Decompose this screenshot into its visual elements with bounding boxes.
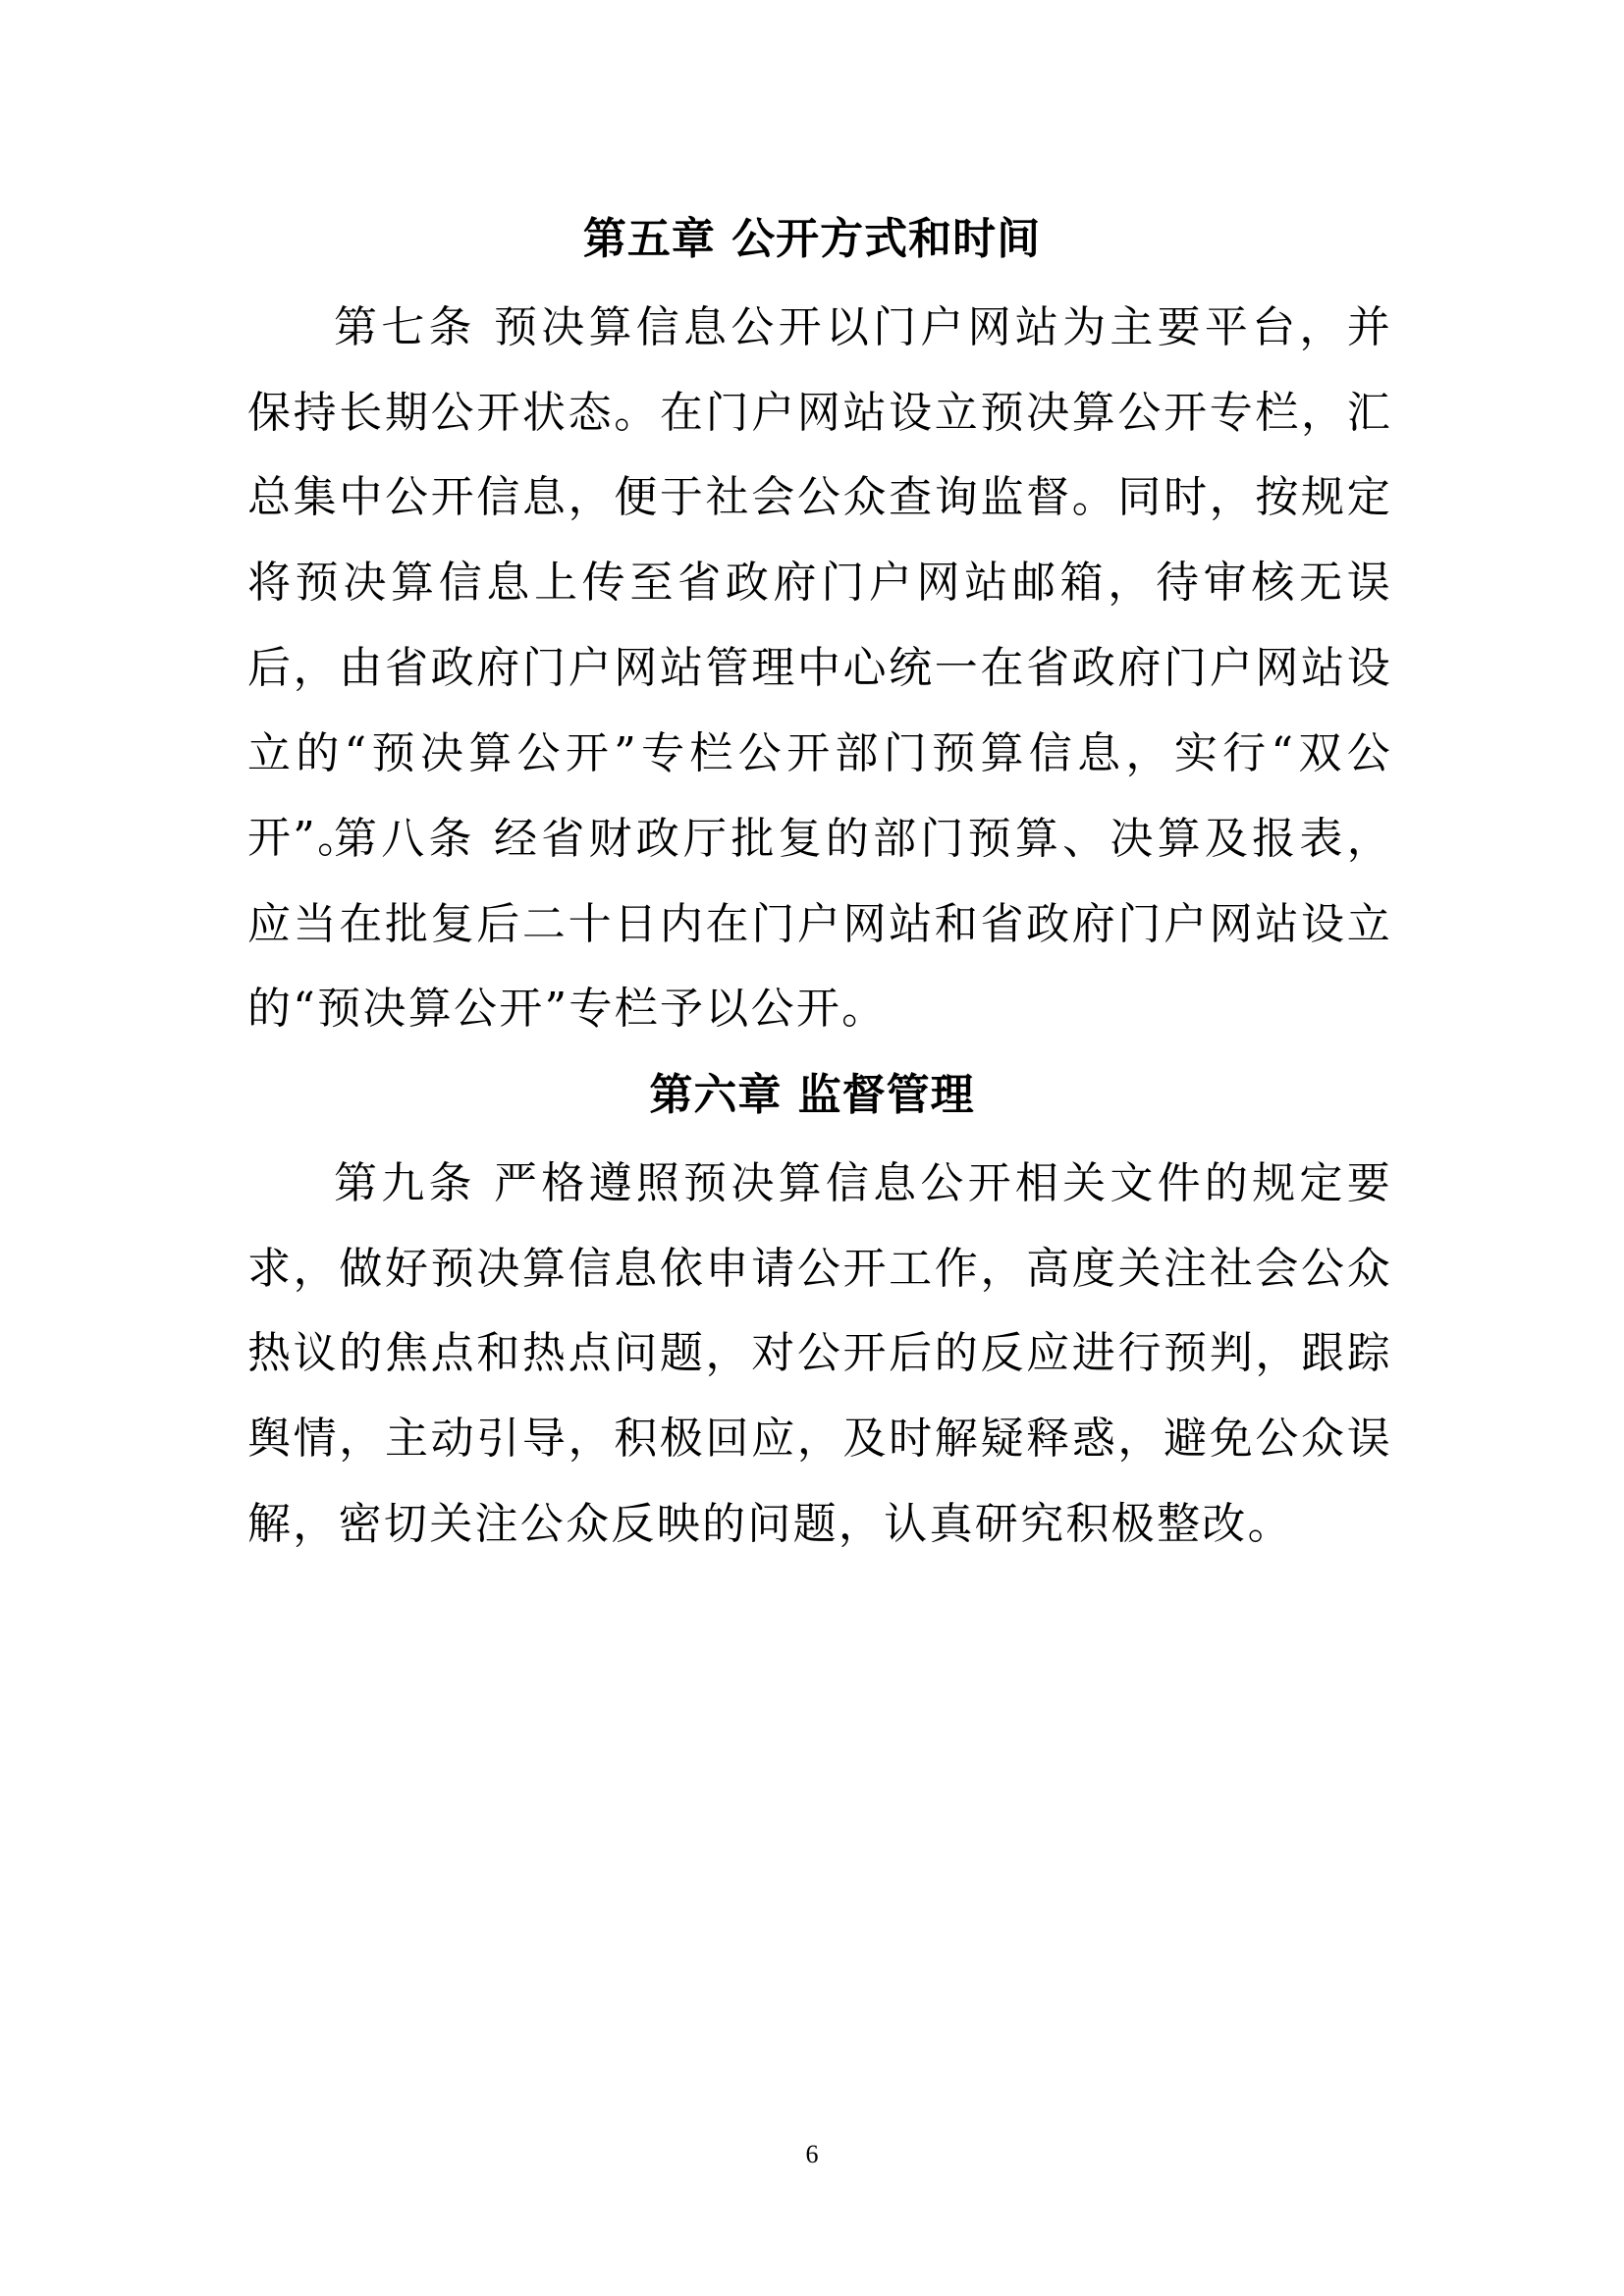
article-paragraph: 第九条 严格遵照预决算信息公开相关文件的规定要求，做好预决算信息依申请公开工作，高度关注社会公众热议的焦点和热点问题，对公开后的反应进行预判，跟踪舆情，主动引导，积极回应，及时解疑释惑，避免公众误解，密切关注公众反映的问题，认真研究积极整改。 [247,1158,1392,1549]
chapter-title: 第六章 监督管理 [649,1070,975,1120]
chapter-title: 第五章 公开方式和时间 [582,214,1042,264]
page-number: 6 [805,2140,819,2168]
article-paragraph: 第七条 预决算信息公开以门户网站为主要平台，并保持长期公开状态。在门户网站设立预决算公开专栏，汇总集中公开信息，便于社会公众查询监督。同时，按规定将预决算信息上传至省政府门户网站邮箱，待审核无误后，由省政府门户网站管理中心统一在省政府门户网站设立的“预决算公开”专栏公开部门预算信息，实行“双公开”。 [247,302,1392,864]
article-paragraph: 第八条 经省财政厅批复的部门预算、决算及报表，应当在批复后二十日内在门户网站和省政府门户网站设立的“预决算公开”专栏予以公开。 [247,814,1392,1035]
